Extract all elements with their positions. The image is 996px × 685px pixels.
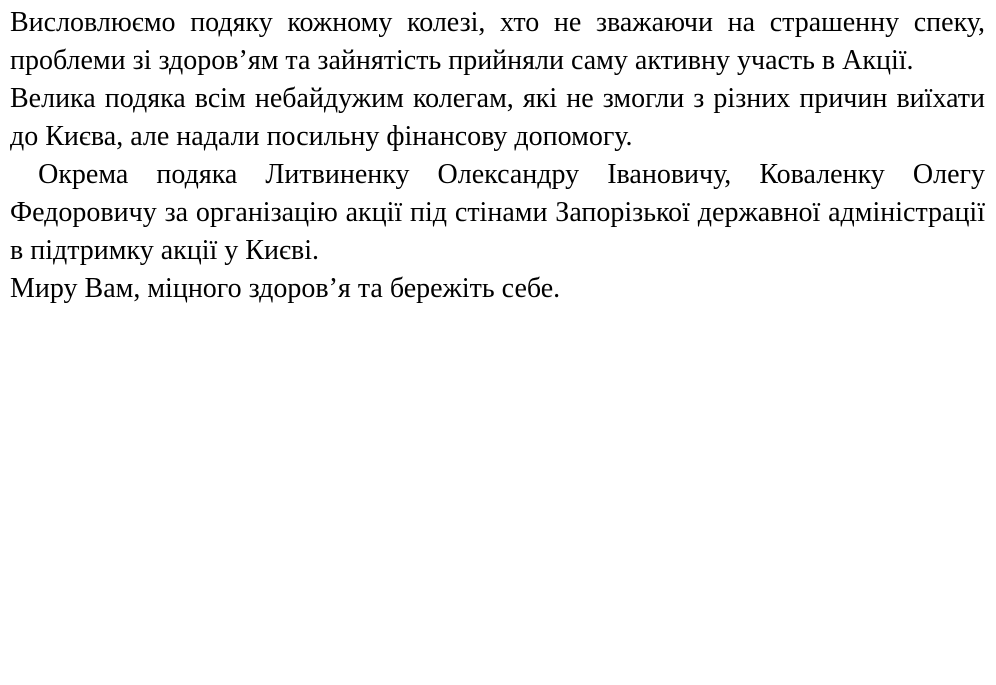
paragraph-thanks-participants: Висловлюємо подяку кожному колезі, хто не зважаючи на страшенну спеку, проблеми зі здоров’ям та зайнятість прийняли саму активну участь в Акції. xyxy=(10,7,985,76)
paragraph-thanks-organizers: Окрема подяка Литвиненку Олександру Івановичу, Коваленку Олегу Федоровичу за організацію акції під стінами Запорізької державної адміністрації в підтримку акції у Києві. xyxy=(10,159,992,266)
document-body xyxy=(10,4,992,308)
paragraph-thanks-colleagues: Велика подяка всім небайдужим колегам, які не змогли з різних причин виїхати до Києва, але надали посильну фінансову допомогу. xyxy=(10,83,985,152)
paragraph-closing-wishes: Миру Вам, міцного здоров’я та бережіть себе. xyxy=(10,273,561,304)
